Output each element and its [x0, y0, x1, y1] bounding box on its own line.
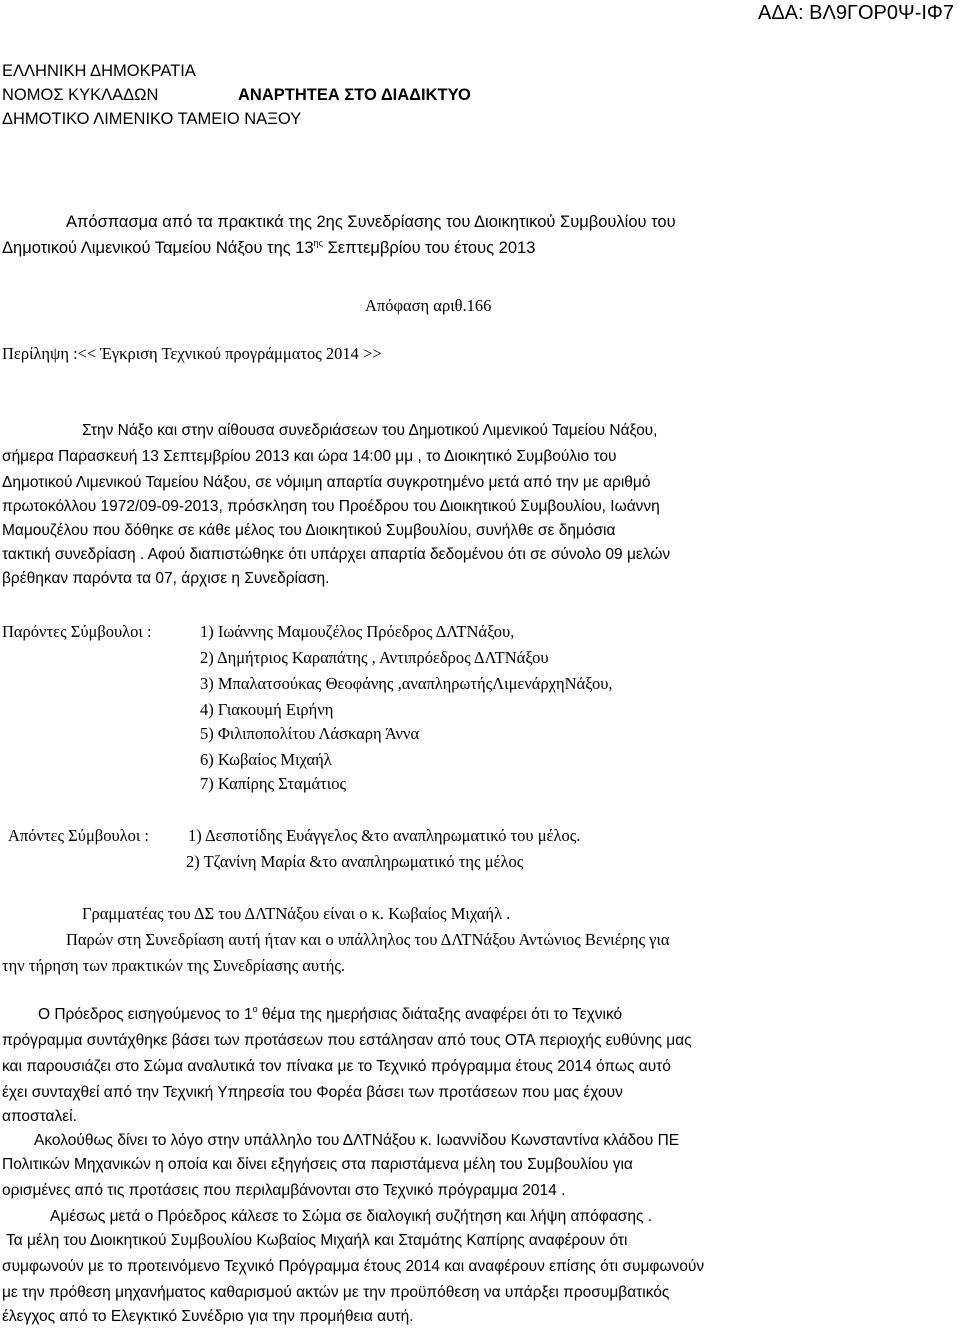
present-member: 1) Ιωάννης Μαμουζέλος Πρόεδρος ΔΛΤΝάξου, [200, 622, 515, 641]
body-line: Αμέσως μετά ο Πρόεδρος κάλεσε το Σώμα σε διαλογική συζήτηση και λήψη απόφασης . [50, 1208, 653, 1225]
body-line: Πολιτικών Μηχανικών η οποία και δίνει εξηγήσεις στα παριστάμενα μέλη του Συμβουλίου για [2, 1156, 633, 1173]
publish-note: ΑΝΑΡΤΗΤΕΑ ΣΤΟ ΔΙΑΔΙΚΤΥΟ [238, 86, 471, 104]
present-member: 6) Κωβαίος Μιχαήλ [200, 750, 332, 769]
extract-line-2 [2, 239, 535, 258]
body-line: και παρουσιάζει στο Σώμα αναλυτικά τον πίνακα με το Τεχνικό πρόγραμμα έτους 2014 όπως αυτό [2, 1058, 671, 1075]
secretary-line: Γραμματέας του ΔΣ του ΔΛΤΝάξου είναι ο κ. Κωβαίος Μιχαήλ . [82, 904, 511, 923]
intro-line: Μαμουζέλου που δόθηκε σε κάθε μέλος του Διοικητικού Συμβουλίου, συνήλθε σε δημόσια [2, 522, 616, 539]
body-text: θέμα της ημερήσιας διάταξης αναφέρει ότι το Τεχνικό [257, 1006, 623, 1023]
present-member: 3) Μπαλατσούκας Θεοφάνης ,αναπληρωτήςΛιμενάρχηΝάξου, [200, 674, 613, 693]
body-line [38, 1006, 622, 1024]
decision-number: Απόφαση αριθ.166 [365, 296, 492, 315]
body-line: αποσταλεί. [2, 1108, 77, 1125]
body-line: πρόγραμμα συντάχθηκε βάσει των προτάσεων που εστάλησαν από τους ΟΤΑ περιοχής ευθύνης μας [2, 1032, 692, 1049]
body-line: συμφωνούν με το προτεινόμενο Τεχνικό Πρόγραμμα έτους 2014 και αναφέρουν επίσης ότι συμφωνούν [2, 1258, 705, 1275]
header-country: ΕΛΛΗΝΙΚΗ ΔΗΜΟΚΡΑΤΙΑ [2, 62, 196, 80]
header-prefecture: ΝΟΜΟΣ ΚΥΚΛΑΔΩΝ [2, 86, 159, 104]
intro-line: βρέθηκαν παρόντα τα 07, άρχισε η Συνεδρίαση. [2, 570, 330, 587]
intro-line: Στην Νάξο και στην αίθουσα συνεδριάσεων του Δημοτικού Λιμενικού Ταμείου Νάξου, [82, 422, 658, 439]
present-member: 2) Δημήτριος Καραπάτης , Αντιπρόεδρος ΔΛΤΝάξου [200, 648, 549, 667]
attendance-line: Παρών στη Συνεδρίαση αυτή ήταν και ο υπάλληλος του ΔΛΤΝάξου Αντώνιος Βενιέρης για [66, 930, 670, 949]
intro-line: Δημοτικού Λιμενικού Ταμείου Νάξου, σε νόμιμη απαρτία συγκροτημένο μετά από την με αριθμό [2, 474, 651, 491]
absent-member: 1) Δεσποτίδης Ευάγγελος &το αναπληρωματικό του μέλος. [188, 826, 581, 845]
body-line: έλεγχος από το Ελεγκτικό Συνέδριο για την προμήθεια αυτή. [2, 1308, 414, 1325]
intro-line: πρωτοκόλλου 1972/09-09-2013, πρόσκληση του Προέδρου του Διοικητικού Συμβουλίου, Ιωάννη [2, 498, 660, 515]
body-line: με την πρόθεση μηχανήματος καθαρισμού ακτών με την προϋπόθεση να υπάρξει προσυμβατικός [2, 1284, 670, 1301]
intro-line: τακτική συνεδρίαση . Αφού διαπιστώθηκε ότι υπάρχει απαρτία δεδομένου ότι σε σύνολο 09 μελών [2, 546, 671, 563]
present-member: 7) Καπίρης Σταμάτιος [200, 774, 347, 793]
extract-date-text: Δημοτικού Λιμενικού Ταμείου Νάξου της 13 [2, 239, 314, 257]
ordinal-suffix: ης [313, 238, 323, 248]
present-member: 4) Γιακουμή Ειρήνη [200, 700, 334, 719]
body-line: ορισμένες από τις προτάσεις που περιλαμβάνονται στο Τεχνικό πρόγραμμα 2014 . [2, 1182, 566, 1199]
header-organization: ΔΗΜΟΤΙΚΟ ΛΙΜΕΝΙΚΟ ΤΑΜΕΙΟ ΝΑΞΟΥ [2, 110, 302, 128]
extract-line-1: Απόσπασμα από τα πρακτικά της 2ης Συνεδρίασης του Διοικητικού Συμβουλίου του [66, 213, 676, 231]
attendance-line: την τήρηση των πρακτικών της Συνεδρίασης αυτής. [2, 956, 345, 975]
summary-line: Περίληψη :<< Έγκριση Τεχνικού προγράμματος 2014 >> [2, 344, 382, 363]
extract-year-text: Σεπτεμβρίου του έτους 2013 [322, 239, 536, 257]
present-label: Παρόντες Σύμβουλοι : [2, 622, 152, 641]
absent-member: 2) Τζανίνη Μαρία &το αναπληρωματικό της μέλος [186, 852, 524, 871]
absent-label: Απόντες Σύμβουλοι : [8, 826, 150, 845]
ordinal-suffix: ο [252, 1004, 258, 1014]
intro-line: σήμερα Παρασκευή 13 Σεπτεμβρίου 2013 και ώρα 14:00 μμ , το Διοικητικό Συμβούλιο του [2, 448, 617, 465]
body-line: Τα μέλη του Διοικητικού Συμβουλίου Κωβαίος Μιχαήλ και Σταμάτης Καπίρης αναφέρουν ότι [6, 1232, 628, 1249]
body-line: έχει συνταχθεί από την Τεχνική Υπηρεσία του Φορέα βάσει των προτάσεων που μας έχουν [2, 1084, 623, 1101]
ada-code: ΑΔΑ: ΒΛ9ΓΟΡ0Ψ-ΙΦ7 [757, 2, 954, 24]
present-member: 5) Φιλιποπολίτου Λάσκαρη Άννα [200, 724, 420, 743]
body-text: Ο Πρόεδρος εισηγούμενος το 1 [38, 1006, 253, 1023]
body-line: Ακολούθως δίνει το λόγο στην υπάλληλο του ΔΛΤΝάξου κ. Ιωαννίδου Κωνσταντίνα κλάδου ΠΕ [34, 1132, 680, 1149]
